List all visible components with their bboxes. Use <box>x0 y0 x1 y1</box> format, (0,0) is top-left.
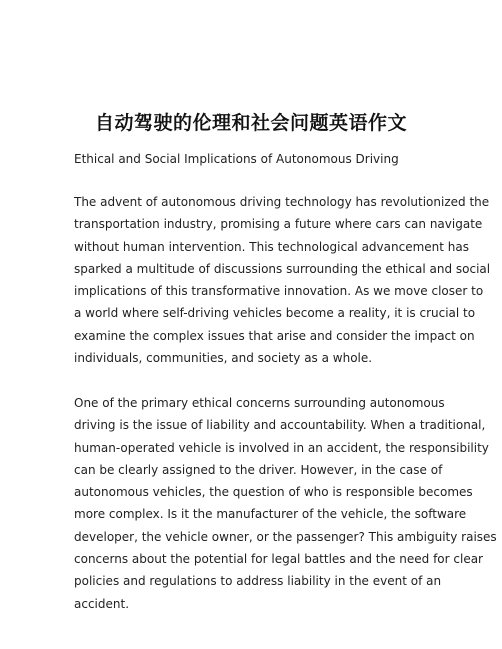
paragraph-line: One of the primary ethical concerns surrounding autonomous <box>74 396 445 410</box>
document-subtitle: Ethical and Social Implications of Autonomous Driving <box>74 152 399 166</box>
paragraph-1 <box>74 191 491 369</box>
paragraph-line: policies and regulations to address liability in the event of an <box>74 574 442 589</box>
paragraph-line: concerns about the potential for legal battles and the need for clear <box>74 552 483 567</box>
paragraph-line: human-operated vehicle is involved in an accident, the responsibility <box>74 440 489 455</box>
paragraph-2 <box>74 392 497 615</box>
paragraph-line: more complex. Is it the manufacturer of the vehicle, the software <box>74 507 467 522</box>
document-title: 自动驾驶的伦理和社会问题英语作文 <box>94 112 407 134</box>
paragraph-line: examine the complex issues that arise and consider the impact on <box>74 328 475 343</box>
paragraph-line: sparked a multitude of discussions surrounding the ethical and social <box>74 261 491 276</box>
paragraph-line: autonomous vehicles, the question of who is responsible becomes <box>74 485 473 500</box>
paragraph-line: accident. <box>74 596 130 611</box>
paragraph-line: transportation industry, promising a future where cars can navigate <box>74 217 483 232</box>
paragraph-line: can be clearly assigned to the driver. However, in the case of <box>74 462 443 477</box>
paragraph-line: individuals, communities, and society as a whole. <box>74 351 373 366</box>
paragraph-line: The advent of autonomous driving technology has revolutionized the <box>74 195 490 209</box>
paragraph-line: implications of this transformative innovation. As we move closer to <box>74 284 484 299</box>
paragraph-line: driving is the issue of liability and accountability. When a traditional, <box>74 418 486 433</box>
paragraph-line: without human intervention. This technological advancement has <box>74 239 469 254</box>
paragraph-line: developer, the vehicle owner, or the passenger? This ambiguity raises <box>74 529 497 544</box>
paragraph-line: a world where self-driving vehicles become a reality, it is crucial to <box>74 306 476 321</box>
